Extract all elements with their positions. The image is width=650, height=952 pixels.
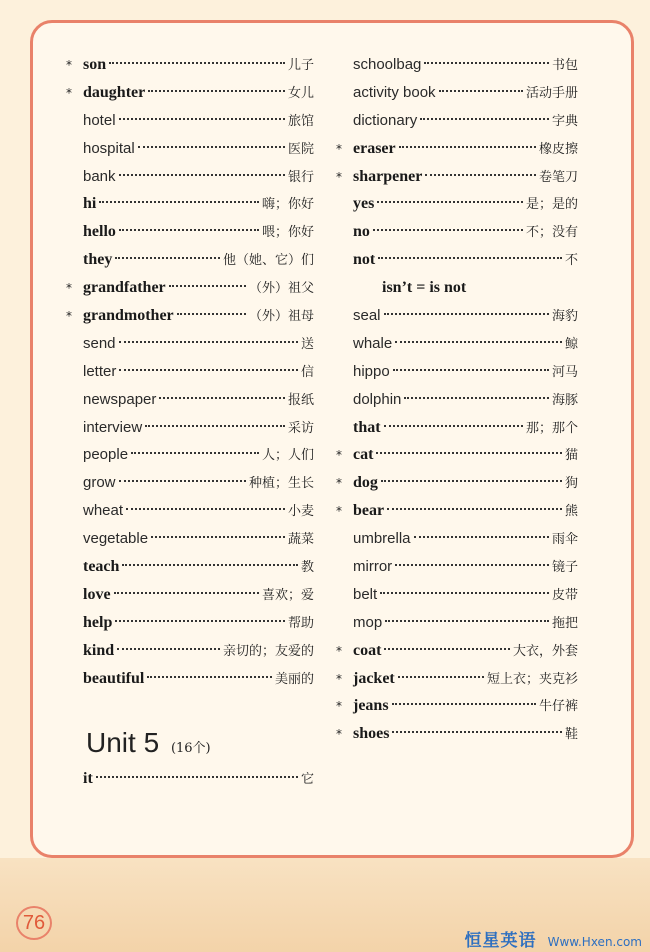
vocab-word: not [353, 251, 376, 269]
vocab-meaning: 信 [300, 364, 314, 380]
vocab-word: teach [83, 558, 120, 576]
vocab-meaning: 那；那个 [525, 420, 578, 436]
dotted-leader [399, 146, 536, 148]
vocab-entry [66, 358, 314, 386]
vocab-word: umbrella [353, 530, 411, 548]
vocab-word: coat [353, 641, 382, 659]
vocab-meaning: 鲸 [564, 336, 578, 352]
vocab-meaning: 猫 [564, 448, 578, 464]
vocab-word: dictionary [353, 111, 418, 129]
watermark [465, 926, 643, 951]
vocab-entry [66, 386, 314, 414]
vocab-entry [336, 358, 578, 386]
dotted-leader [119, 480, 246, 482]
dotted-leader [117, 648, 220, 650]
vocab-meaning: 报纸 [287, 392, 314, 408]
vocab-entry [336, 414, 578, 442]
vocab-entry [66, 107, 314, 135]
vocab-entry [336, 525, 578, 553]
vocab-meaning: 拖把 [551, 615, 578, 631]
vocab-meaning: 不 [564, 253, 578, 269]
dotted-leader [169, 285, 246, 287]
vocab-word: schoolbag [353, 56, 422, 73]
dotted-leader [387, 508, 562, 510]
vocab-word: jacket [353, 669, 395, 687]
vocab-meaning: 采访 [287, 420, 314, 436]
vocab-word: hotel [83, 111, 116, 129]
vocab-word: hippo [353, 362, 390, 380]
vocab-word: hi [83, 195, 97, 213]
vocab-word: hospital [83, 139, 135, 157]
star-marker-icon: * [336, 699, 342, 714]
dotted-leader [96, 776, 298, 778]
dotted-leader [385, 620, 549, 622]
star-marker-icon: * [66, 85, 72, 100]
vocab-meaning: 橡皮擦 [538, 141, 578, 157]
vocab-word: grow [83, 474, 116, 492]
vocab-entry [336, 497, 578, 525]
vocab-entry [336, 609, 578, 637]
vocab-word: dog [353, 474, 378, 492]
star-marker-icon: * [66, 281, 72, 296]
dotted-leader [138, 146, 285, 148]
unit-heading [86, 727, 211, 759]
vocab-word: letter [83, 362, 117, 380]
vocab-entry [336, 79, 578, 107]
dotted-leader [395, 564, 549, 566]
star-marker-icon: * [336, 504, 342, 519]
dotted-leader [384, 648, 510, 650]
vocab-word: mop [353, 613, 383, 631]
dotted-leader [378, 257, 562, 259]
vocab-meaning: 送 [300, 336, 314, 352]
vocab-word: activity book [353, 83, 436, 101]
dotted-leader [392, 731, 562, 733]
vocab-word: grandfather [83, 279, 166, 297]
unit-number: 5 [143, 727, 160, 758]
vocab-entry [336, 692, 578, 720]
vocab-entry [66, 665, 314, 693]
left-vocabulary-column [66, 51, 314, 692]
dotted-leader [425, 174, 536, 176]
vocab-entry [336, 135, 578, 163]
vocab-meaning: 雨伞 [551, 532, 578, 548]
vocab-meaning: 镜子 [551, 560, 578, 576]
dotted-leader [384, 425, 523, 427]
vocab-meaning: 帮助 [287, 615, 314, 631]
vocab-meaning: 医院 [287, 141, 314, 157]
dotted-leader [424, 62, 549, 64]
dotted-leader [119, 174, 285, 176]
dotted-leader [126, 508, 285, 510]
dotted-leader [148, 90, 285, 92]
vocab-word: wheat [83, 502, 124, 520]
vocab-word: shoes [353, 725, 390, 743]
vocab-word: interview [83, 418, 143, 436]
star-marker-icon: * [66, 309, 72, 324]
vocab-meaning: 亲切的；友爱的 [222, 643, 314, 659]
dotted-leader [99, 201, 259, 203]
vocab-meaning: 书包 [551, 58, 578, 73]
vocab-meaning: 教 [300, 560, 314, 576]
vocab-word: yes [353, 195, 375, 213]
vocab-word: that [353, 418, 381, 436]
dotted-leader [384, 313, 549, 315]
unit-title: Unit [86, 727, 136, 758]
vocab-entry [336, 469, 578, 497]
star-marker-icon: * [336, 643, 342, 658]
vocab-entry [66, 302, 314, 330]
vocab-word: belt [353, 585, 378, 603]
vocab-word: beautiful [83, 669, 145, 687]
vocab-meaning: 他（她、它）们 [222, 253, 314, 269]
dotted-leader [376, 452, 562, 454]
vocab-meaning: 是；是的 [525, 197, 578, 213]
vocab-word: love [83, 585, 111, 603]
vocab-entry [66, 609, 314, 637]
vocab-entry [66, 414, 314, 442]
dotted-leader [392, 703, 536, 705]
vocab-entry [336, 190, 578, 218]
dotted-leader [404, 397, 549, 399]
vocab-word: bank [83, 167, 116, 185]
vocab-word: daughter [83, 83, 146, 101]
vocab-entry [336, 665, 578, 693]
vocab-entry [336, 637, 578, 665]
vocab-word: vegetable [83, 530, 149, 548]
vocab-word: people [83, 446, 129, 464]
star-marker-icon: * [336, 169, 342, 184]
dotted-leader [119, 229, 259, 231]
vocab-meaning: 活动手册 [525, 85, 578, 101]
vocab-word: eraser [353, 139, 396, 157]
dotted-leader [395, 341, 562, 343]
vocab-entry [336, 107, 578, 135]
vocab-meaning: 儿子 [287, 58, 314, 73]
vocab-entry [66, 330, 314, 358]
unit-word-count: (16个) [170, 741, 211, 756]
grammar-note: isn’t = is not [382, 279, 467, 297]
unit5-vocabulary-list [66, 765, 314, 793]
dotted-leader [109, 62, 285, 64]
vocab-meaning: 银行 [287, 169, 314, 185]
vocab-entry [336, 553, 578, 581]
dotted-leader [145, 425, 285, 427]
vocab-word: send [83, 334, 116, 352]
vocab-entry [336, 330, 578, 358]
watermark-url: Www.Hxen.com [547, 935, 642, 949]
vocab-meaning: （外）祖母 [248, 309, 314, 325]
vocab-entry [66, 274, 314, 302]
vocab-entry [66, 553, 314, 581]
vocab-entry [336, 163, 578, 191]
vocab-entry [336, 302, 578, 330]
dotted-leader [119, 118, 285, 120]
dotted-leader [393, 369, 549, 371]
vocab-entry [336, 581, 578, 609]
dotted-leader [414, 536, 549, 538]
dotted-leader [159, 397, 285, 399]
right-vocabulary-column [336, 51, 578, 748]
vocab-word: cat [353, 446, 374, 464]
dotted-leader [439, 90, 523, 92]
vocab-meaning: 它 [300, 772, 314, 787]
vocab-entry [336, 386, 578, 414]
dotted-leader [177, 313, 246, 315]
vocab-meaning: 大衣，外套 [512, 643, 578, 659]
vocab-word: dolphin [353, 390, 402, 408]
vocab-meaning: 鞋 [564, 727, 578, 743]
dotted-leader [373, 229, 523, 231]
vocab-meaning: （外）祖父 [248, 281, 314, 297]
vocab-entry [66, 441, 314, 469]
vocab-meaning: 女儿 [287, 85, 314, 101]
vocab-entry [66, 79, 314, 107]
vocab-word: hello [83, 223, 116, 241]
vocab-entry [336, 246, 578, 274]
vocab-word: mirror [353, 558, 393, 576]
vocab-word: help [83, 613, 113, 631]
vocab-meaning: 牛仔裤 [538, 699, 578, 715]
vocab-word: sharpener [353, 167, 423, 185]
dotted-leader [115, 257, 220, 259]
vocab-meaning: 种植；生长 [248, 476, 314, 492]
vocab-meaning: 人；人们 [261, 448, 314, 464]
vocab-meaning: 海豚 [551, 392, 578, 408]
dotted-leader [377, 201, 523, 203]
vocab-entry [66, 525, 314, 553]
dotted-leader [131, 452, 259, 454]
star-marker-icon: * [336, 448, 342, 463]
vocab-entry [336, 720, 578, 748]
vocab-meaning: 蔬菜 [287, 532, 314, 548]
dotted-leader [119, 369, 298, 371]
vocab-word: it [83, 770, 93, 787]
vocab-word: seal [353, 307, 381, 325]
dotted-leader [122, 564, 298, 566]
dotted-leader [420, 118, 549, 120]
vocab-meaning: 河马 [551, 364, 578, 380]
vocab-word: they [83, 251, 113, 269]
watermark-brand: 恒星英语 [464, 931, 537, 951]
page-number-badge: 76 [16, 906, 52, 940]
vocab-entry [66, 218, 314, 246]
vocab-word: bear [353, 502, 385, 520]
vocab-word: kind [83, 641, 115, 659]
vocab-entry [66, 581, 314, 609]
vocab-meaning: 熊 [564, 504, 578, 520]
vocab-entry [336, 218, 578, 246]
vocab-meaning: 喜欢；爱 [261, 587, 314, 603]
vocab-entry [336, 441, 578, 469]
vocab-meaning: 狗 [564, 476, 578, 492]
vocab-entry [66, 765, 314, 793]
vocab-meaning: 旅馆 [287, 113, 314, 129]
vocab-meaning: 小麦 [287, 504, 314, 520]
dotted-leader [119, 341, 298, 343]
vocab-word: newspaper [83, 390, 157, 408]
vocab-meaning: 喂；你好 [261, 225, 314, 241]
dotted-leader [381, 480, 562, 482]
vocab-word: jeans [353, 697, 389, 715]
star-marker-icon: * [336, 476, 342, 491]
vocab-meaning: 嗨；你好 [261, 197, 314, 213]
dotted-leader [115, 620, 285, 622]
dotted-leader [114, 592, 259, 594]
vocab-word: no [353, 223, 370, 241]
vocab-word: son [83, 56, 107, 73]
vocab-entry [66, 497, 314, 525]
vocab-meaning: 美丽的 [274, 671, 314, 687]
vocab-entry [66, 469, 314, 497]
vocab-entry [66, 637, 314, 665]
vocab-entry [66, 163, 314, 191]
star-marker-icon: * [336, 671, 342, 686]
vocab-word: grandmother [83, 307, 174, 325]
star-marker-icon: * [336, 141, 342, 156]
vocab-meaning: 皮带 [551, 587, 578, 603]
vocab-meaning: 短上衣；夹克衫 [486, 671, 578, 687]
vocab-entry [66, 246, 314, 274]
vocab-meaning: 字典 [551, 113, 578, 129]
vocab-entry [336, 51, 578, 79]
vocab-entry [66, 51, 314, 79]
dotted-leader [147, 676, 272, 678]
vocab-meaning: 不；没有 [525, 225, 578, 241]
vocab-meaning: 卷笔刀 [538, 169, 578, 185]
vocab-entry [66, 135, 314, 163]
vocab-entry [66, 190, 314, 218]
dotted-leader [398, 676, 484, 678]
dotted-leader [151, 536, 285, 538]
dotted-leader [380, 592, 549, 594]
star-marker-icon: * [66, 58, 72, 72]
star-marker-icon: * [336, 727, 342, 742]
vocab-word: whale [353, 334, 393, 352]
vocab-meaning: 海豹 [551, 309, 578, 325]
